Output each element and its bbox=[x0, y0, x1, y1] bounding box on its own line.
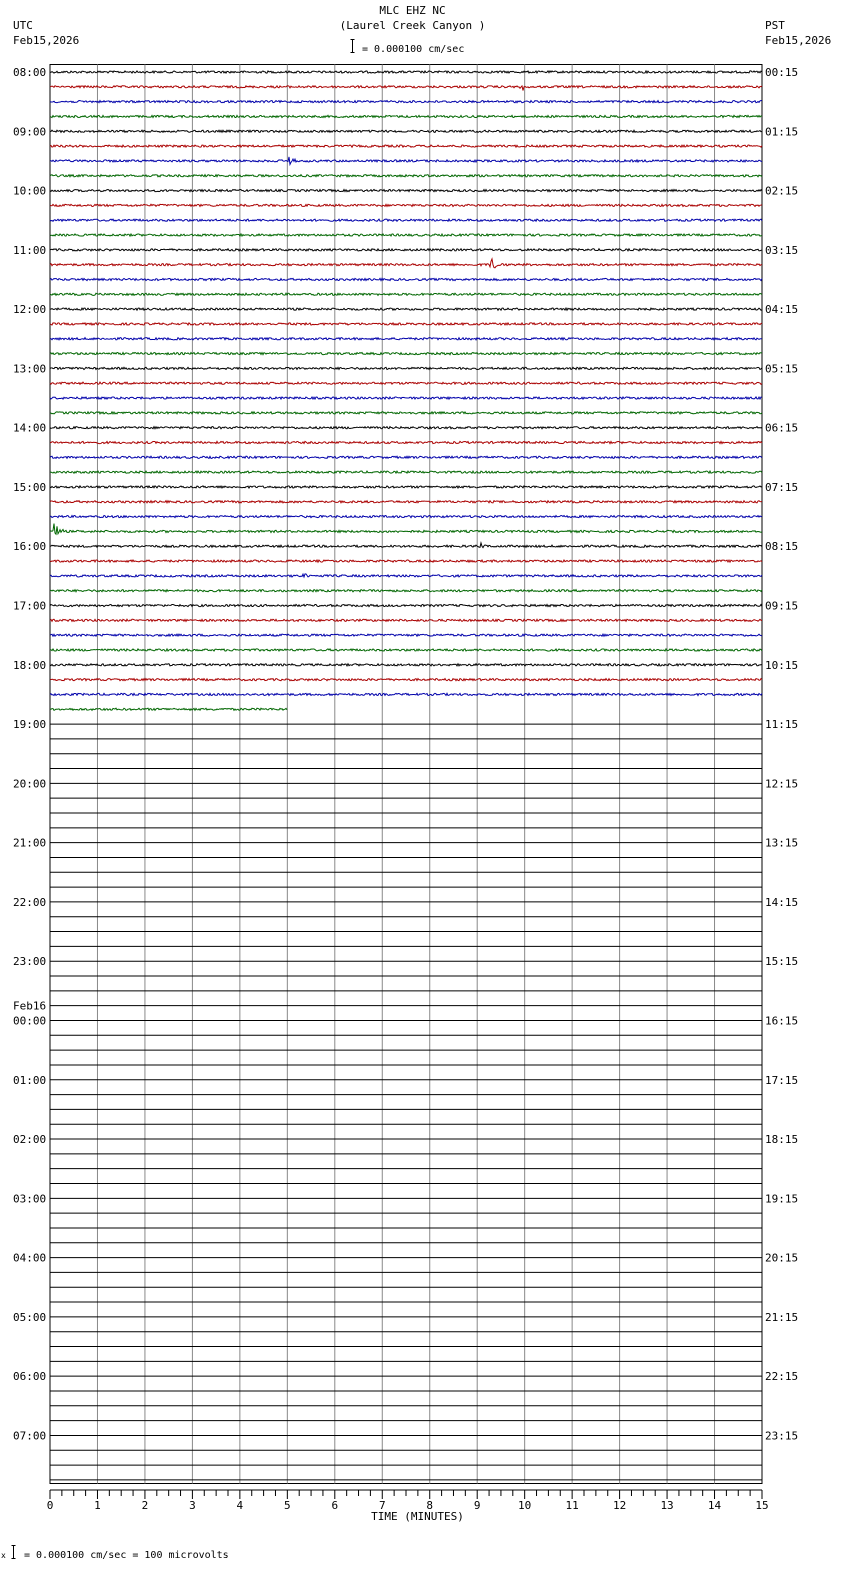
seismic-trace bbox=[50, 382, 762, 384]
pst-hour-label: 15:15 bbox=[765, 955, 799, 969]
seismic-trace bbox=[50, 604, 762, 606]
x-tick-label: 10 bbox=[518, 1499, 532, 1512]
pst-hour-label: 04:15 bbox=[765, 303, 799, 317]
seismic-trace bbox=[50, 234, 762, 236]
utc-hour-label: 10:00 bbox=[13, 184, 47, 198]
pst-hour-label: 11:15 bbox=[765, 718, 799, 732]
seismic-trace bbox=[50, 115, 762, 117]
utc-hour-label: 18:00 bbox=[13, 658, 47, 672]
utc-hour-label: 23:00 bbox=[13, 955, 47, 969]
utc-hour-label: 11:00 bbox=[13, 243, 47, 257]
pst-hour-label: 07:15 bbox=[765, 480, 799, 494]
seismic-trace bbox=[50, 649, 762, 651]
x-tick-label: 12 bbox=[612, 1499, 627, 1512]
seismic-trace bbox=[50, 486, 762, 488]
seismic-trace bbox=[50, 693, 762, 695]
seismic-trace bbox=[50, 412, 762, 414]
station-title: MLC EHZ NC bbox=[379, 4, 446, 17]
pst-hour-label: 20:15 bbox=[765, 1251, 799, 1265]
seismic-trace bbox=[50, 708, 287, 710]
seismic-trace bbox=[50, 259, 762, 268]
utc-hour-label: 13:00 bbox=[13, 362, 47, 376]
x-axis-title: TIME (MINUTES) bbox=[371, 1510, 464, 1523]
pst-hour-label: 09:15 bbox=[765, 599, 799, 613]
seismic-trace bbox=[50, 456, 762, 458]
pst-hour-label: 10:15 bbox=[765, 658, 799, 672]
utc-hour-label: 07:00 bbox=[13, 1429, 47, 1443]
utc-hour-label: 14:00 bbox=[13, 421, 47, 435]
utc-date-change-label: Feb16 bbox=[13, 999, 47, 1013]
pst-hour-label: 05:15 bbox=[765, 362, 799, 376]
pst-hour-label: 12:15 bbox=[765, 777, 799, 791]
x-tick-label: 5 bbox=[284, 1499, 291, 1512]
seismic-trace bbox=[50, 189, 762, 191]
seismic-trace bbox=[50, 278, 762, 280]
x-tick-label: 15 bbox=[755, 1499, 769, 1512]
pst-hour-label: 18:15 bbox=[765, 1133, 799, 1147]
utc-hour-label: 08:00 bbox=[13, 66, 47, 79]
x-tick-label: 0 bbox=[46, 1499, 54, 1512]
pst-hour-label: 19:15 bbox=[765, 1192, 799, 1206]
utc-hour-label: 03:00 bbox=[13, 1192, 47, 1206]
seismic-trace bbox=[50, 524, 762, 535]
utc-hour-label: 05:00 bbox=[13, 1310, 47, 1324]
x-tick-label: 8 bbox=[426, 1499, 434, 1512]
seismic-trace bbox=[50, 664, 762, 666]
seismic-trace bbox=[50, 145, 762, 147]
footer-scale-bar-icon bbox=[11, 1545, 16, 1559]
pst-hour-label: 01:15 bbox=[765, 125, 799, 139]
x-tick-label: 13 bbox=[660, 1499, 674, 1512]
utc-hour-label: 12:00 bbox=[13, 303, 47, 317]
seismic-trace bbox=[50, 204, 762, 206]
footer-scale-label: = 0.000100 cm/sec = 100 microvolts bbox=[24, 1550, 229, 1561]
utc-hour-label: 20:00 bbox=[13, 777, 47, 791]
seismic-trace bbox=[50, 543, 762, 548]
utc-hour-label: 19:00 bbox=[13, 718, 47, 732]
utc-hour-label: 22:00 bbox=[13, 895, 47, 909]
x-tick-label: 4 bbox=[236, 1499, 244, 1512]
pst-hour-label: 21:15 bbox=[765, 1310, 799, 1324]
x-tick-label: 2 bbox=[141, 1499, 149, 1512]
pst-timezone-label: PST bbox=[765, 19, 785, 32]
scale-label: = 0.000100 cm/sec bbox=[362, 44, 465, 55]
station-location: (Laurel Creek Canyon ) bbox=[339, 19, 486, 32]
utc-hour-label: 21:00 bbox=[13, 836, 47, 850]
seismic-trace bbox=[50, 338, 762, 340]
pst-hour-label: 17:15 bbox=[765, 1073, 799, 1087]
seismic-trace bbox=[50, 516, 762, 518]
pst-date-label: Feb15,2026 bbox=[765, 34, 832, 47]
pst-hour-label: 08:15 bbox=[765, 540, 799, 554]
utc-hour-label: 06:00 bbox=[13, 1370, 47, 1384]
pst-hour-label: 03:15 bbox=[765, 243, 799, 257]
utc-date-label: Feb15,2026 bbox=[13, 34, 80, 47]
pst-hour-label: 22:15 bbox=[765, 1370, 799, 1384]
pst-hour-label: 16:15 bbox=[765, 1014, 799, 1028]
pst-hour-label: 02:15 bbox=[765, 184, 799, 198]
utc-hour-label: 02:00 bbox=[13, 1133, 47, 1147]
seismic-trace bbox=[50, 86, 762, 91]
x-tick-label: 14 bbox=[707, 1499, 722, 1512]
x-tick-label: 6 bbox=[331, 1499, 339, 1512]
x-tick-label: 1 bbox=[94, 1499, 101, 1512]
x-tick-label: 3 bbox=[189, 1499, 196, 1512]
utc-timezone-label: UTC bbox=[13, 19, 33, 32]
seismic-trace bbox=[50, 619, 762, 621]
seismic-trace bbox=[50, 352, 762, 354]
seismic-trace bbox=[50, 367, 762, 369]
seismic-trace bbox=[50, 427, 762, 429]
seismic-trace bbox=[50, 71, 762, 73]
seismic-trace bbox=[50, 249, 762, 251]
seismic-trace bbox=[50, 157, 762, 164]
x-tick-label: 11 bbox=[565, 1499, 579, 1512]
pst-hour-label: 00:15 bbox=[765, 66, 799, 79]
seismic-trace bbox=[50, 101, 762, 103]
utc-hour-label: 09:00 bbox=[13, 125, 47, 139]
seismic-trace bbox=[50, 175, 762, 177]
seismic-trace bbox=[50, 397, 762, 399]
seismic-trace bbox=[50, 560, 762, 562]
seismic-trace bbox=[50, 441, 762, 443]
seismic-trace bbox=[50, 471, 762, 473]
seismic-trace bbox=[50, 501, 762, 503]
utc-hour-label: 01:00 bbox=[13, 1073, 47, 1087]
pst-hour-label: 06:15 bbox=[765, 421, 799, 435]
pst-hour-label: 13:15 bbox=[765, 836, 799, 850]
seismic-trace bbox=[50, 574, 762, 577]
seismic-trace bbox=[50, 130, 762, 132]
utc-hour-label: 04:00 bbox=[13, 1251, 47, 1265]
pst-hour-label: 23:15 bbox=[765, 1429, 799, 1443]
plot-frame bbox=[50, 65, 762, 1484]
utc-hour-label: 15:00 bbox=[13, 480, 47, 494]
utc-hour-label: 17:00 bbox=[13, 599, 47, 613]
seismic-trace bbox=[50, 308, 762, 310]
utc-hour-label: 16:00 bbox=[13, 540, 47, 554]
footer-marker: x bbox=[1, 1551, 6, 1560]
x-tick-label: 9 bbox=[473, 1499, 481, 1512]
pst-hour-label: 14:15 bbox=[765, 895, 799, 909]
x-tick-label: 7 bbox=[378, 1499, 386, 1512]
seismic-trace bbox=[50, 679, 762, 681]
utc-hour-label: 00:00 bbox=[13, 1014, 47, 1028]
seismic-trace bbox=[50, 219, 762, 221]
seismic-trace bbox=[50, 634, 762, 636]
seismic-trace bbox=[50, 323, 762, 325]
seismic-trace bbox=[50, 293, 762, 295]
seismic-trace bbox=[50, 590, 762, 592]
